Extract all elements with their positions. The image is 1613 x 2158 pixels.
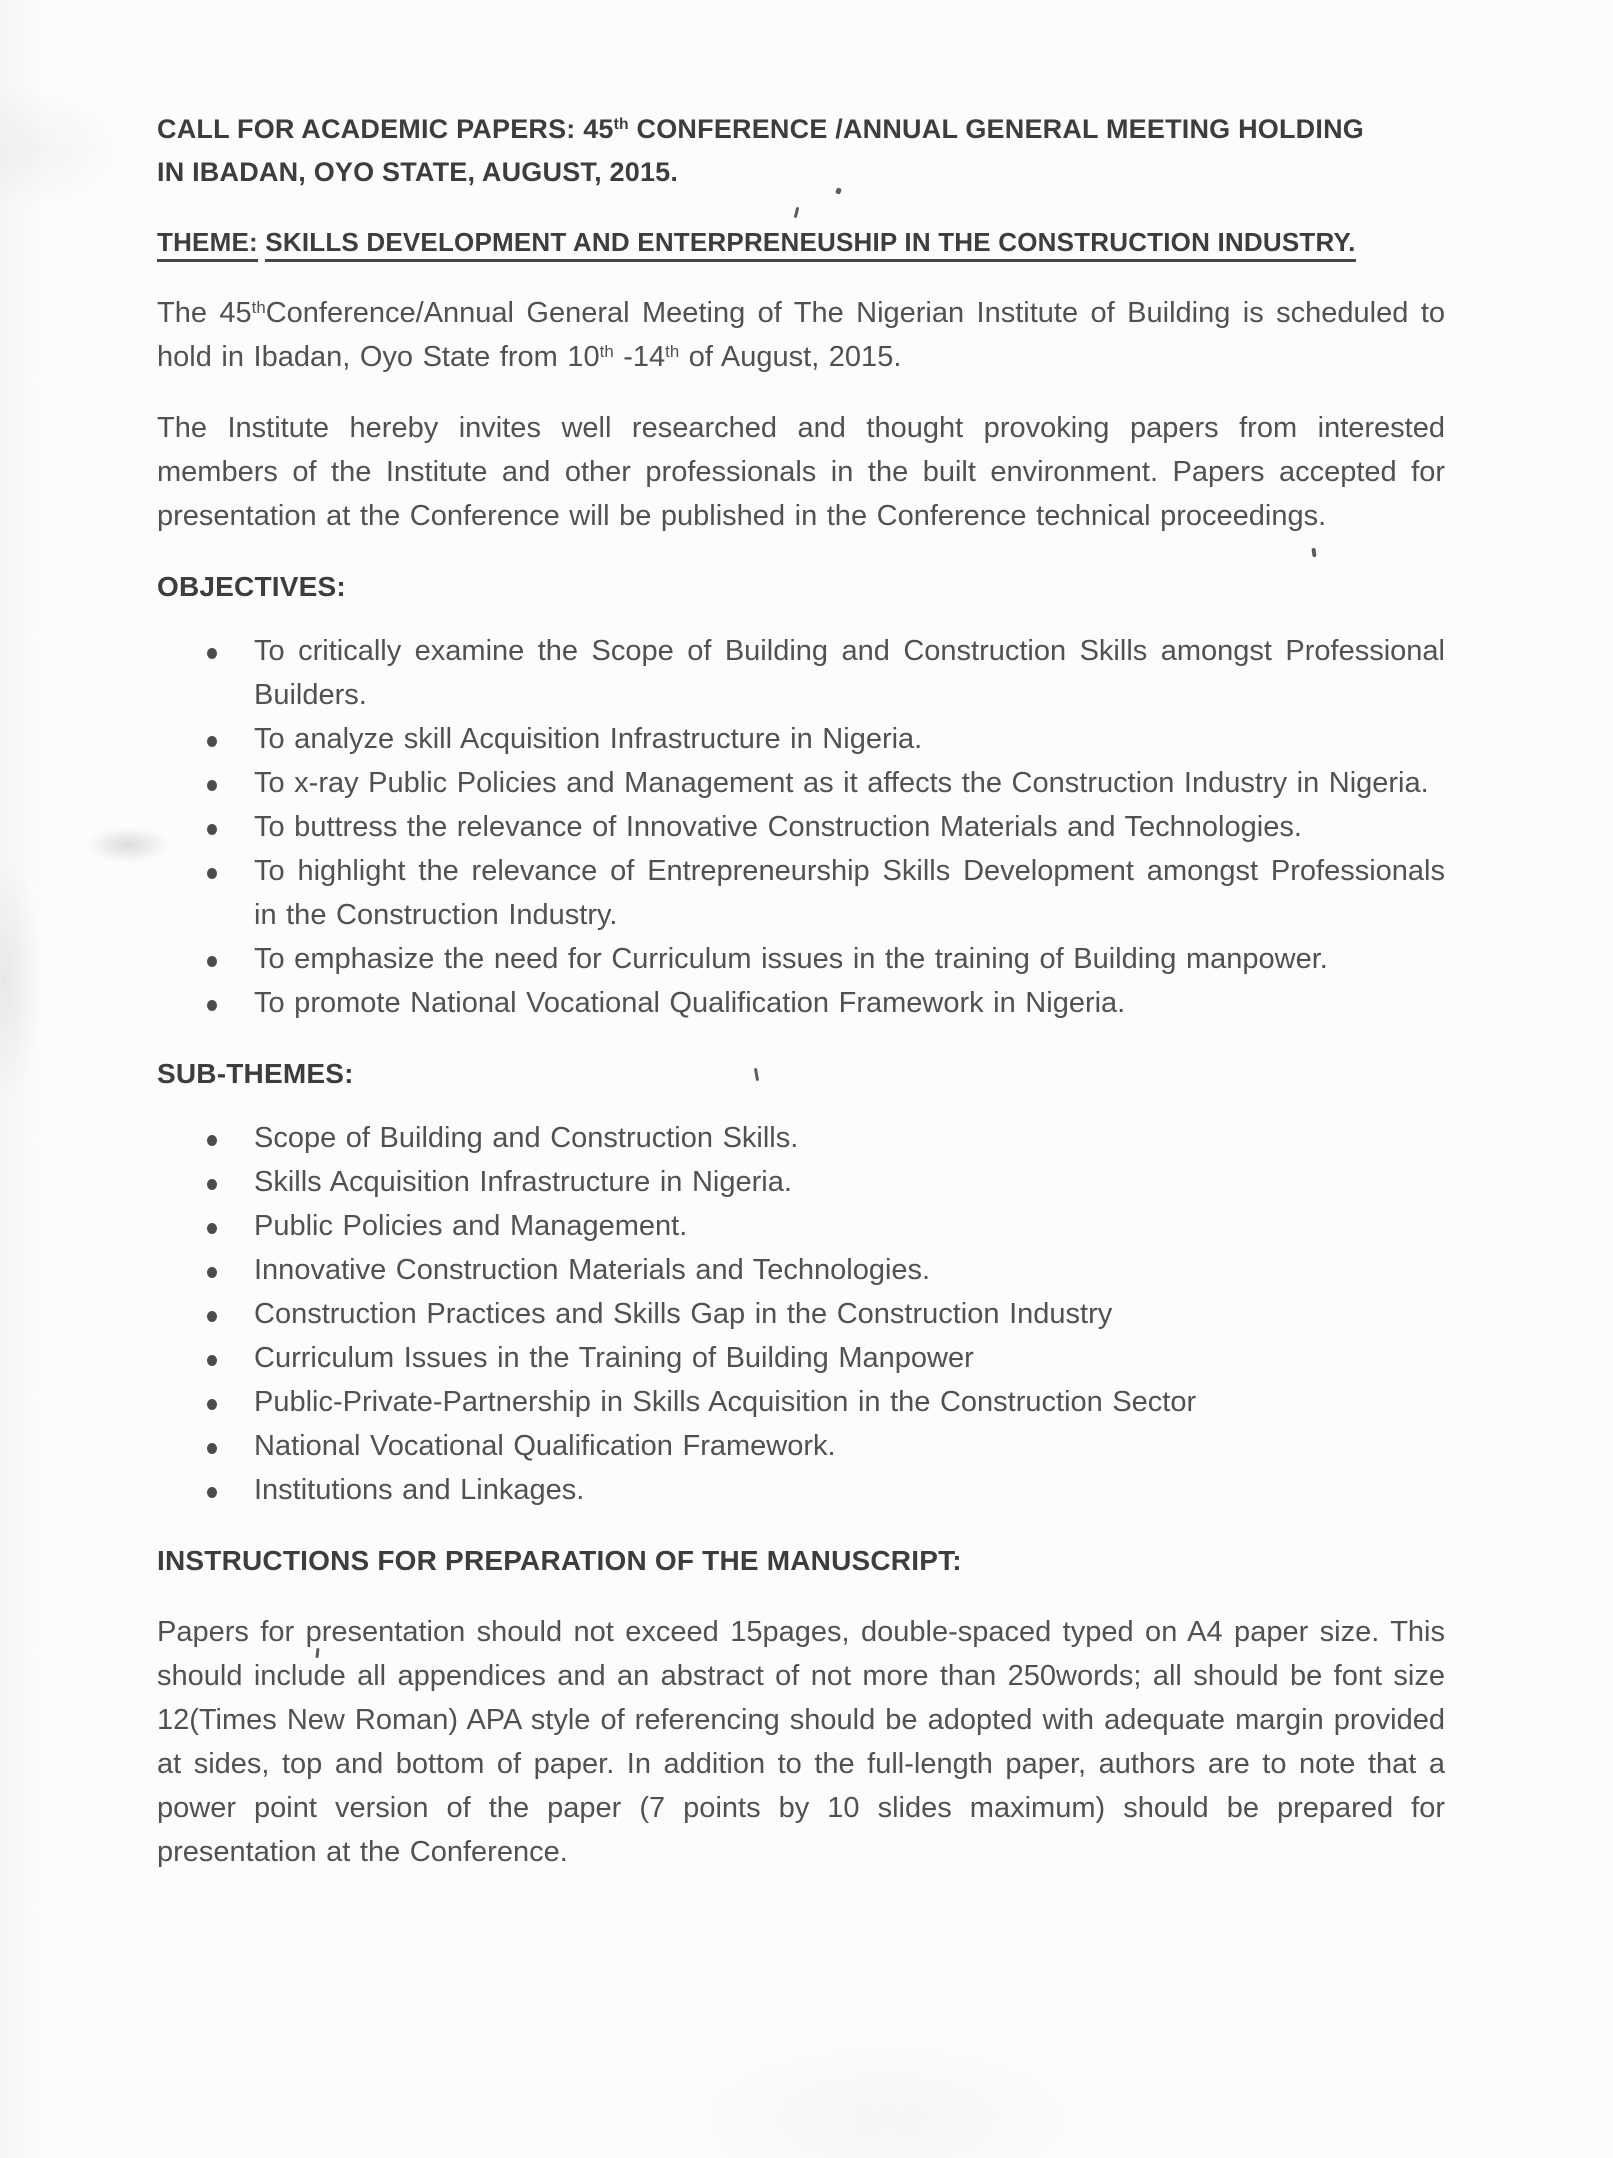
objective-item: To promote National Vocational Qualification Framework in Nigeria. [157,981,1445,1025]
objective-item: To x-ray Public Policies and Management as it affects the Construction Industry in Nigeria. [157,761,1445,805]
subtheme-item: National Vocational Qualification Framework. [157,1424,1445,1468]
subthemes-list [157,1116,1445,1512]
document-title: CALL FOR ACADEMIC PAPERS: 45th CONFERENCE /ANNUAL GENERAL MEETING HOLDING IN IBADAN, OYO STATE, AUGUST, 2015. [157,114,1364,187]
subtheme-item: Institutions and Linkages. [157,1468,1445,1512]
objectives-heading: OBJECTIVES: [157,571,346,602]
theme-line [157,220,1445,264]
scan-artifact-accent-mark [794,207,800,218]
subtheme-item: Construction Practices and Skills Gap in the Construction Industry [157,1292,1445,1336]
objective-item: To critically examine the Scope of Building and Construction Skills amongst Professional Builders. [157,629,1445,717]
subtheme-item: Public-Private-Partnership in Skills Acquisition in the Construction Sector [157,1380,1445,1424]
theme-label: THEME: [157,227,258,262]
subthemes-heading: SUB-THEMES: [157,1058,354,1089]
instructions-heading: INSTRUCTIONS FOR PREPARATION OF THE MANUSCRIPT: [157,1545,962,1576]
subtheme-item: Curriculum Issues in the Training of Building Manpower [157,1336,1445,1380]
theme-text: SKILLS DEVELOPMENT AND ENTERPRENEUSHIP IN THE CONSTRUCTION INDUSTRY. [265,227,1355,262]
instructions-paragraph: Papers for presentation should not exceed 15pages, double-spaced typed on A4 paper size. This should include all appendices and an abstract of not more than 250words; all should be font size 12(Times New Roman) APA style of referencing should be adopted with adequate margin provided at sides, top and bottom of paper. In addition to the full-length paper, authors are to note that a power point version of the paper (7 points by 10 slides maximum) should be prepared for presentation at the Conference. [157,1616,1445,1868]
scan-artifact-speck [1311,548,1316,557]
subtheme-item: Innovative Construction Materials and Technologies. [157,1248,1445,1292]
objective-item: To highlight the relevance of Entrepreneurship Skills Development amongst Professionals in the Construction Industry. [157,849,1445,937]
subtheme-item: Skills Acquisition Infrastructure in Nigeria. [157,1160,1445,1204]
subtheme-item: Scope of Building and Construction Skills. [157,1116,1445,1160]
objective-item: To analyze skill Acquisition Infrastructure in Nigeria. [157,717,1445,761]
objective-item: To buttress the relevance of Innovative Construction Materials and Technologies. [157,805,1445,849]
objective-item: To emphasize the need for Curriculum issues in the training of Building manpower. [157,937,1445,981]
intro-paragraph: The 45thConference/Annual General Meeting of The Nigerian Institute of Building is scheduled to hold in Ibadan, Oyo State from 10th -14th of August, 2015. [157,297,1445,373]
subtheme-item: Public Policies and Management. [157,1204,1445,1248]
objectives-list [157,629,1445,1025]
invitation-paragraph: The Institute hereby invites well researched and thought provoking papers from interested members of the Institute and other professionals in the built environment. Papers accepted for presentation at the Conference will be published in the Conference technical proceedings. [157,412,1445,532]
